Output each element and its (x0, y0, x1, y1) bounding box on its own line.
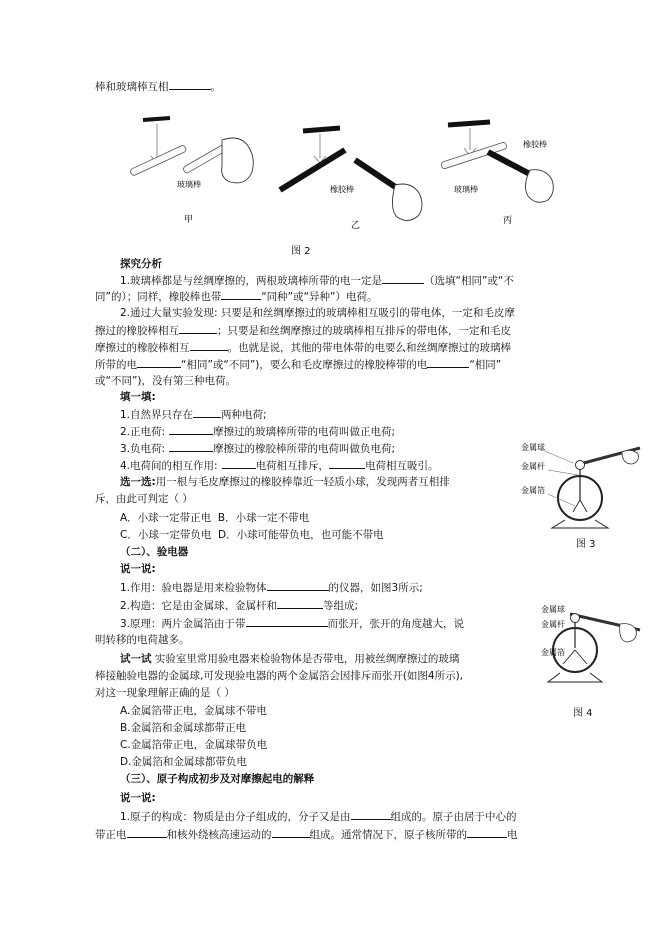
metal-foil-open (563, 650, 587, 664)
try-question-line1 (120, 651, 459, 667)
text: 的仪器，如图3所示; (328, 582, 423, 594)
answer-blank[interactable] (467, 826, 507, 838)
explore-p2-line5: 或“不同”)，没有第三种电荷。 (95, 375, 236, 387)
text: 所带的电 (95, 359, 137, 371)
explore-p1-line1 (120, 272, 514, 289)
electroscope-item-3-cont: 明转移的电荷越多。 (95, 634, 190, 646)
leader-line (548, 494, 575, 506)
stand (552, 520, 608, 528)
leader-line (548, 470, 578, 475)
text: 同”的）；同样，橡胶棒也带 (95, 291, 222, 303)
answer-blank[interactable] (127, 826, 167, 838)
text: 1.自然界只存在 (120, 409, 194, 421)
section-heading-explore: 探究分析 (120, 258, 162, 270)
choose-options-row2 (120, 527, 384, 543)
text: 等组成; (323, 600, 359, 612)
electroscope-figure-3 (521, 442, 640, 528)
suspended-rod (303, 128, 340, 131)
text: “相同”或“不同”)，要么和毛皮摩擦过的橡胶棒带的电 (181, 359, 428, 371)
text: 3.负电荷: (120, 443, 166, 455)
text: “相同” (469, 359, 502, 371)
fill-item-3 (120, 440, 395, 457)
section-heading-fill: 填一填: (120, 391, 156, 403)
answer-blank[interactable] (169, 423, 213, 435)
text: ；只要是和丝绸摩擦过的玻璃棒相互排斥的带电体，一定和毛皮 (217, 325, 511, 337)
label-metal-foil: 金属箔 (521, 486, 545, 495)
option-a[interactable]: A．小球一定带正电 (120, 512, 212, 524)
text: 组成的。原子由居于中心的 (390, 811, 517, 823)
label-metal-foil: 金属箔 (541, 648, 565, 657)
label-metal-ball: 金属球 (541, 605, 565, 614)
label-glass-rod: 玻璃棒 (454, 185, 478, 194)
figure-4-caption: 图 4 (573, 708, 593, 719)
option-c[interactable]: C．小球一定带负电 (120, 529, 212, 541)
panel-label-yi: 乙 (351, 221, 361, 231)
answer-blank[interactable] (329, 457, 365, 469)
answer-blank[interactable] (382, 272, 424, 284)
label-metal-ball: 金属球 (521, 443, 545, 452)
option-b[interactable]: B．小球一定不带电 (217, 512, 310, 524)
answer-blank[interactable] (169, 440, 213, 452)
section-heading-atom: （三）、原子构成初步及对摩擦起电的解释 (120, 773, 315, 785)
text: 擦过的橡胶棒相互 (95, 325, 179, 337)
label-rubber-rod: 橡胶棒 (523, 140, 547, 149)
text: 1.玻璃棒都是与丝绸摩擦的，两根玻璃棒所带的电一定是 (120, 275, 383, 287)
text: 两种电荷; (221, 409, 267, 421)
text: 用一根与毛皮摩擦过的橡胶棒靠近一轻质小球，发现两者互相排 (155, 476, 450, 488)
suspended-rod (143, 118, 170, 120)
explore-p2-line4 (95, 356, 501, 373)
text: “同种”或“异种”）电荷。 (261, 291, 378, 303)
text: 3.原理：两片金属箔由于带 (120, 618, 246, 630)
text: 电荷相互排斥， (255, 460, 330, 472)
text: 2.构造：它是由金属球、金属杆和 (120, 600, 278, 612)
electroscope-figure-4 (541, 604, 640, 682)
say-heading: 说一说: (120, 792, 156, 804)
choose-options-row1 (120, 510, 309, 526)
answer-blank[interactable] (351, 808, 391, 820)
answer-blank[interactable] (267, 579, 329, 591)
text: 2.正电荷: (120, 426, 166, 438)
option-d[interactable]: D．小球可能带负电，也可能不带电 (218, 529, 384, 541)
metal-foil (573, 500, 587, 512)
try-option-c[interactable]: C.金属箔带正电，金属球带负电 (120, 739, 268, 751)
atom-line1 (120, 808, 517, 825)
answer-blank[interactable] (277, 597, 323, 609)
explore-p2-line3 (95, 339, 511, 356)
electroscope-item-2 (120, 597, 358, 614)
label-glass-rod: 玻璃棒 (177, 180, 201, 189)
hand-icon (622, 450, 638, 464)
say-heading: 说一说: (120, 563, 156, 575)
text: 摩擦过的橡胶棒相互 (95, 342, 190, 354)
label-rubber-rod: 橡胶棒 (330, 185, 354, 194)
answer-blank[interactable] (427, 356, 469, 368)
hand-icon (392, 184, 422, 221)
text: 试一试 (120, 653, 152, 665)
explore-p1-line2 (95, 288, 377, 305)
fill-item-2 (120, 423, 395, 440)
section-heading-electroscope: （二）、验电器 (120, 546, 189, 558)
text: 电 (507, 829, 518, 841)
text: 。也就是说，其他的带电体带的电要么和丝绸摩擦过的玻璃棒 (227, 342, 511, 354)
text: 。 (210, 81, 221, 93)
stand (548, 673, 602, 682)
glass-rod-hanging (130, 145, 187, 177)
explore-p2-line2 (95, 322, 511, 339)
answer-blank[interactable] (246, 615, 328, 627)
try-option-d[interactable]: D.金属箔和金属球都带负电 (120, 756, 247, 768)
panel-label-jia: 甲 (184, 215, 194, 225)
text: 带正电 (95, 829, 127, 841)
text: 1.原子的构成：物质是由分子组成的，分子又是由 (120, 811, 351, 823)
electroscope-item-1 (120, 579, 423, 596)
answer-blank[interactable] (272, 826, 310, 838)
hand-icon (222, 138, 254, 183)
text: 选一选: (120, 476, 156, 488)
fill-item-1 (120, 406, 267, 423)
text: 电荷相互吸引。 (365, 460, 439, 472)
try-question-line3: 对这一现象理解正确的是（ ） (95, 687, 235, 699)
fill-item-4 (120, 457, 439, 474)
hand-icon (525, 170, 553, 203)
label-metal-rod: 金属杆 (541, 620, 565, 629)
answer-blank[interactable] (222, 457, 256, 469)
figure-2-caption: 图 2 (291, 246, 311, 257)
panel-label-bing: 丙 (503, 216, 513, 226)
answer-blank[interactable] (221, 288, 261, 300)
text: 实验室里常用验电器来检验物体是否带电，用被丝绸摩擦过的玻璃 (154, 653, 460, 665)
text: 摩擦过的橡胶棒所带的电荷叫做负电荷; (213, 443, 396, 455)
answer-blank[interactable] (179, 322, 217, 334)
text: 摩擦过的玻璃棒所带的电荷叫做正电荷; (213, 426, 396, 438)
choose-question-line2: 斥，由此可判定（ ） (95, 493, 193, 505)
figure-3-caption: 图 3 (576, 539, 596, 550)
metal-ball (576, 461, 585, 470)
hand-icon (620, 624, 637, 642)
text: 4.电荷间的相互作用: (120, 460, 218, 472)
metal-ball (571, 614, 580, 623)
try-option-b[interactable]: B.金属箔和金属球都带正电 (120, 722, 247, 734)
text: 而张开，张开的角度越大，说 (327, 618, 465, 630)
try-question-line2: 棒接触验电器的金属球,可发现验电器的两个金属箔会因排斥而张开(如图4所示), (95, 670, 464, 682)
answer-blank[interactable] (193, 406, 221, 418)
text: 1.作用：验电器是用来检验物体 (120, 582, 267, 594)
text: 棒和玻璃棒互相 (95, 81, 169, 93)
answer-blank[interactable] (137, 356, 181, 368)
suspended-rod (448, 122, 490, 125)
electroscope-item-3 (120, 615, 464, 632)
explore-p2-line1: 2.通过大量实验发现: 只要是和丝绸摩擦过的玻璃棒相互吸引的带电体，一定和毛皮摩 (120, 307, 515, 319)
label-metal-rod: 金属杆 (521, 462, 545, 471)
text: 组成。通常情况下，原子核所带的 (309, 829, 467, 841)
choose-question-line1 (120, 474, 450, 490)
text: 和核外绕核高速运动的 (166, 829, 272, 841)
atom-line2 (95, 826, 518, 843)
rubber-rod-hanging (280, 150, 345, 190)
text: （选填“相同”或“不 (424, 275, 514, 287)
try-option-a[interactable]: A.金属箔带正电，金属球不带电 (120, 705, 267, 717)
answer-blank[interactable] (190, 339, 228, 351)
